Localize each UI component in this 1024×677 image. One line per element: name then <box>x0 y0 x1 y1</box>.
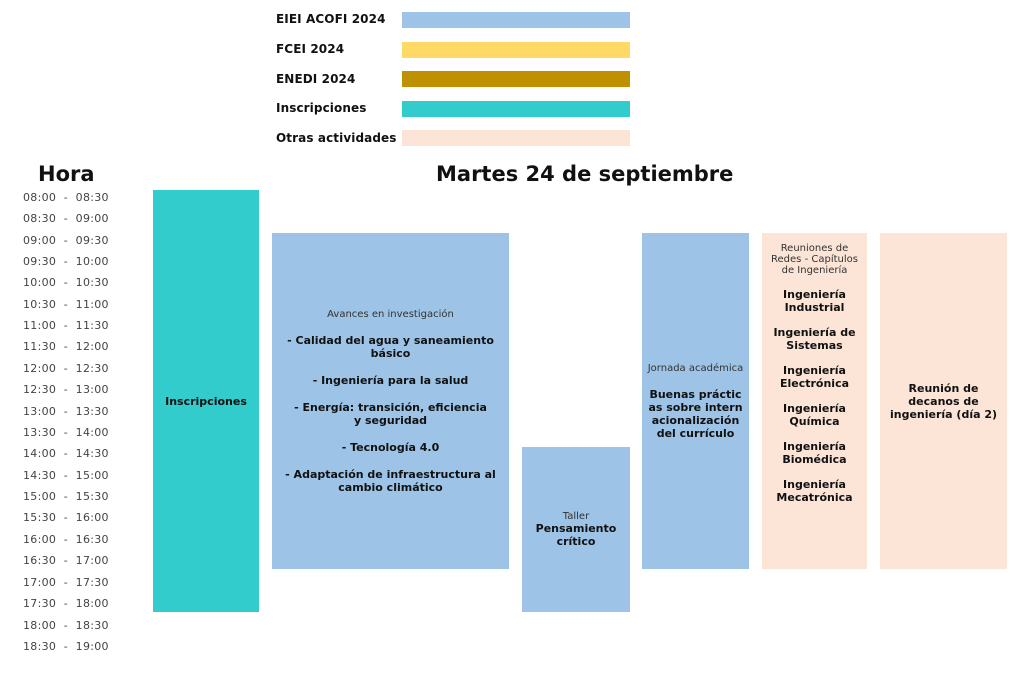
legend-label-inscripciones: Inscripciones <box>276 101 367 115</box>
time-slot: 09:30 - 10:00 <box>23 255 109 268</box>
legend-label-fcei: FCEI 2024 <box>276 42 345 56</box>
time-slot: 16:30 - 17:00 <box>23 554 109 567</box>
time-slot: 17:00 - 17:30 <box>23 576 109 589</box>
time-slot: 10:00 - 10:30 <box>23 276 109 289</box>
block-avances-investigacion[interactable] <box>272 233 509 569</box>
block-avances-item: - Energía: transición, eficiencia y seguridad <box>294 400 487 427</box>
time-slot: 14:30 - 15:00 <box>23 469 109 482</box>
time-slot: 08:30 - 09:00 <box>23 212 109 225</box>
block-reuniones-item: Ingeniería Industrial <box>783 288 846 314</box>
time-slot: 08:00 - 08:30 <box>23 191 109 204</box>
day-title: Martes 24 de septiembre <box>436 162 734 186</box>
legend-swatch-enedi <box>402 71 630 87</box>
block-jornada-heading: Jornada académica <box>647 362 744 374</box>
legend-label-eiei: EIEI ACOFI 2024 <box>276 12 386 26</box>
block-reuniones-redes[interactable] <box>762 233 867 569</box>
block-jornada-academica[interactable] <box>642 233 749 569</box>
hora-title: Hora <box>38 162 95 186</box>
block-reuniones-item: Ingeniería Química <box>783 402 846 428</box>
block-reuniones-heading: Reuniones de Redes - Capítulos de Ingeniería <box>771 243 858 276</box>
time-slot: 17:30 - 18:00 <box>23 597 109 610</box>
block-avances-item: - Calidad del agua y saneamiento básico <box>287 333 494 360</box>
block-reuniones-item: Ingeniería Biomédica <box>782 440 847 466</box>
time-slot: 12:30 - 13:00 <box>23 383 109 396</box>
block-reuniones-item: Ingeniería Mecatrónica <box>776 478 853 504</box>
block-avances-item: - Ingeniería para la salud <box>312 373 469 387</box>
legend-swatch-fcei <box>402 42 630 58</box>
legend-swatch-inscripciones <box>402 101 630 117</box>
block-decanos-title: Reunión de decanos de ingeniería (día 2) <box>889 381 998 421</box>
block-avances-heading: Avances en investigación <box>327 308 454 320</box>
block-reuniones-item: Ingeniería de Sistemas <box>773 326 856 352</box>
time-slot: 16:00 - 16:30 <box>23 533 109 546</box>
time-slot: 13:00 - 13:30 <box>23 405 109 418</box>
block-avances-item: - Tecnología 4.0 <box>341 440 440 454</box>
time-slot: 15:00 - 15:30 <box>23 490 109 503</box>
time-slot: 11:00 - 11:30 <box>23 319 109 332</box>
block-reuniones-item: Ingeniería Electrónica <box>779 364 850 390</box>
block-jornada-title: Buenas prácticas sobre internacionalización del currículo <box>648 387 743 440</box>
legend-label-enedi: ENEDI 2024 <box>276 72 356 86</box>
time-slot: 12:00 - 12:30 <box>23 362 109 375</box>
block-taller-heading: Taller <box>562 511 590 522</box>
legend-swatch-otras <box>402 130 630 146</box>
time-slot: 18:30 - 19:00 <box>23 640 109 653</box>
block-reunion-decanos[interactable] <box>880 233 1007 569</box>
block-inscripciones-title: Inscripciones <box>165 394 247 408</box>
legend-swatch-eiei <box>402 12 630 28</box>
time-slot: 10:30 - 11:00 <box>23 298 109 311</box>
block-taller[interactable] <box>522 447 630 612</box>
block-avances-item: - Adaptación de infraestructura al cambio climático <box>285 467 496 494</box>
block-inscripciones[interactable] <box>153 190 259 612</box>
time-slot: 14:00 - 14:30 <box>23 447 109 460</box>
time-slot: 11:30 - 12:00 <box>23 340 109 353</box>
block-taller-title: Pensamiento crítico <box>535 522 617 548</box>
time-slot: 15:30 - 16:00 <box>23 511 109 524</box>
time-slot: 09:00 - 09:30 <box>23 234 109 247</box>
legend-label-otras: Otras actividades <box>276 131 397 145</box>
time-slot: 13:30 - 14:00 <box>23 426 109 439</box>
time-slot: 18:00 - 18:30 <box>23 619 109 632</box>
